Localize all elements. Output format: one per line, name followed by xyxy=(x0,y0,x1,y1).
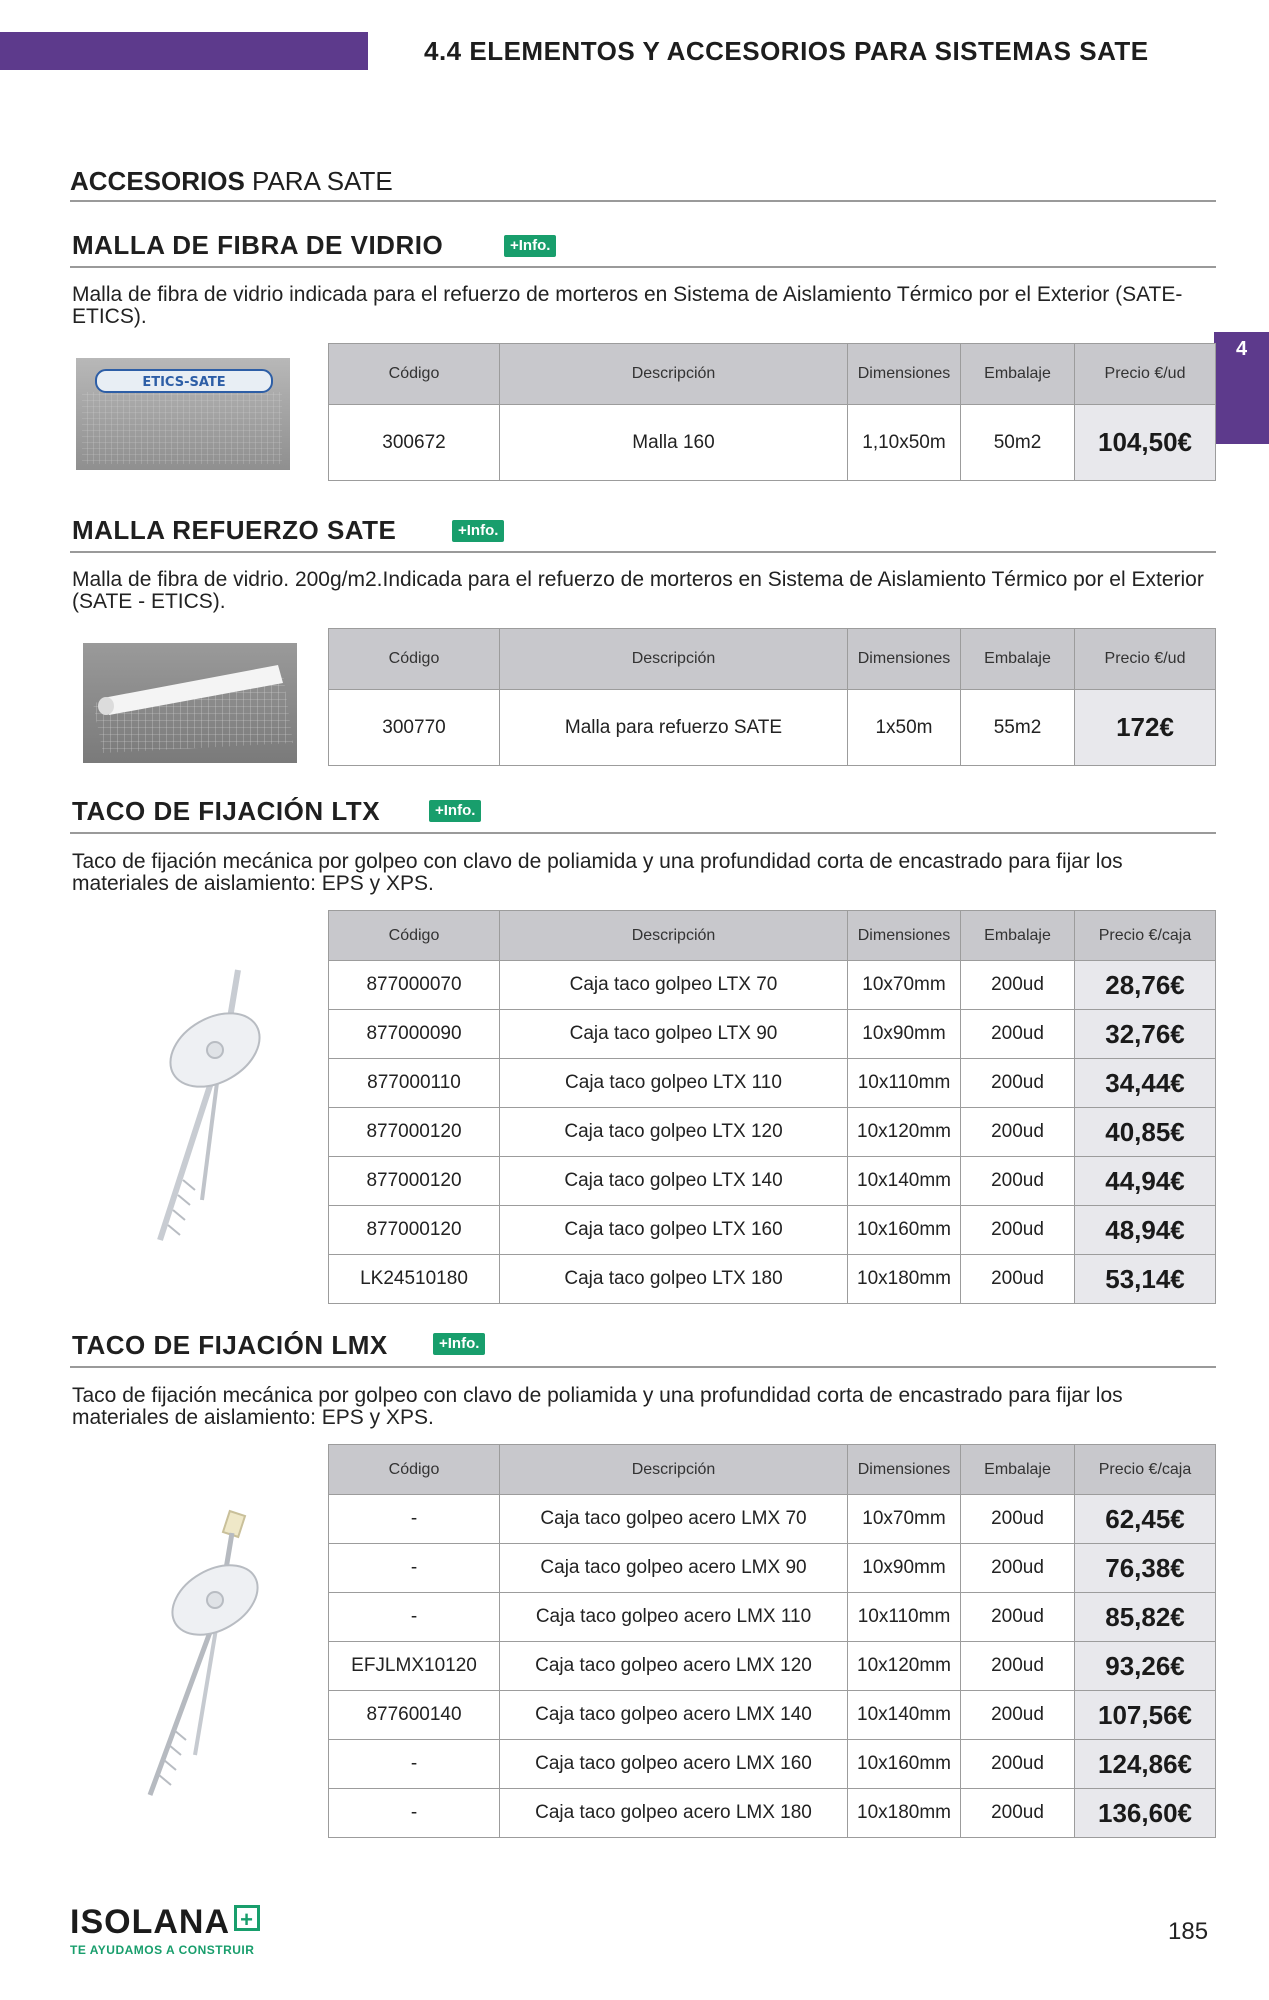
cell-embalaje: 200ud xyxy=(961,1544,1075,1593)
col-header-embalaje: Embalaje xyxy=(961,1445,1075,1495)
product-table xyxy=(328,628,1216,766)
cell-descripcion: Caja taco golpeo LTX 180 xyxy=(500,1255,848,1304)
section-description: Malla de fibra de vidrio indicada para el refuerzo de morteros en Sistema de Aislamiento Térmico por el Exterior (SATE-ETICS). xyxy=(72,283,1183,328)
divider xyxy=(70,266,1216,268)
col-header-embalaje: Embalaje xyxy=(961,629,1075,690)
info-button[interactable]: +Info. xyxy=(452,520,504,542)
cell-dimensiones: 10x120mm xyxy=(848,1642,961,1691)
table-row xyxy=(329,1691,1216,1740)
section-description: Taco de fijación mecánica por golpeo con clavo de poliamida y una profundidad corta de encastrado para fijar los materiales de aislamiento: EPS y XPS. xyxy=(72,1384,1123,1429)
cell-codigo: 877000070 xyxy=(329,961,500,1010)
cell-codigo: 877000120 xyxy=(329,1157,500,1206)
table-row xyxy=(329,1010,1216,1059)
cell-embalaje: 55m2 xyxy=(961,690,1075,766)
cell-codigo: 877000120 xyxy=(329,1108,500,1157)
section-description: Malla de fibra de vidrio. 200g/m2.Indicada para el refuerzo de morteros en Sistema de Aislamiento Térmico por el Exterior (SATE - ETICS). xyxy=(72,568,1204,613)
col-header-precio: Precio €/caja xyxy=(1075,1445,1216,1495)
product-table xyxy=(328,1444,1216,1838)
col-header-codigo: Código xyxy=(329,911,500,961)
cell-precio: 48,94€ xyxy=(1075,1206,1216,1255)
table-row xyxy=(329,1740,1216,1789)
header-accent-bar xyxy=(0,32,368,70)
cell-precio: 28,76€ xyxy=(1075,961,1216,1010)
table-row xyxy=(329,690,1216,766)
cell-precio: 62,45€ xyxy=(1075,1495,1216,1544)
info-button[interactable]: +Info. xyxy=(504,235,556,257)
table-row xyxy=(329,1544,1216,1593)
cell-embalaje: 200ud xyxy=(961,1157,1075,1206)
roll-label: ETICS-SATE xyxy=(142,375,226,390)
cell-descripcion: Caja taco golpeo acero LMX 180 xyxy=(500,1789,848,1838)
cell-embalaje: 200ud xyxy=(961,1593,1075,1642)
table-row xyxy=(329,1495,1216,1544)
col-header-codigo: Código xyxy=(329,1445,500,1495)
divider xyxy=(70,551,1216,553)
col-header-embalaje: Embalaje xyxy=(961,911,1075,961)
cell-embalaje: 200ud xyxy=(961,1789,1075,1838)
cell-dimensiones: 10x180mm xyxy=(848,1789,961,1838)
col-header-descripcion: Descripción xyxy=(500,344,848,405)
col-header-dimensiones: Dimensiones xyxy=(848,629,961,690)
product-image-taco-lmx xyxy=(100,1505,290,1805)
cell-descripcion: Malla 160 xyxy=(500,405,848,481)
accesorios-title-rest: PARA SATE xyxy=(244,166,393,196)
cell-embalaje: 200ud xyxy=(961,1059,1075,1108)
cell-codigo: 300672 xyxy=(329,405,500,481)
cell-descripcion: Caja taco golpeo LTX 70 xyxy=(500,961,848,1010)
section-title: TACO DE FIJACIÓN LMX xyxy=(72,1330,388,1360)
cell-precio: 104,50€ xyxy=(1075,405,1216,481)
section-description: Taco de fijación mecánica por golpeo con clavo de poliamida y una profundidad corta de encastrado para fijar los materiales de aislamiento: EPS y XPS. xyxy=(72,850,1123,895)
table-row xyxy=(329,1108,1216,1157)
page-number: 185 xyxy=(1168,1918,1209,1945)
product-table xyxy=(328,343,1216,481)
info-button[interactable]: +Info. xyxy=(429,800,481,822)
cell-embalaje: 200ud xyxy=(961,1255,1075,1304)
cell-codigo: - xyxy=(329,1740,500,1789)
product-image-malla-refuerzo xyxy=(83,643,297,763)
cell-embalaje: 200ud xyxy=(961,1642,1075,1691)
cell-descripcion: Caja taco golpeo acero LMX 140 xyxy=(500,1691,848,1740)
table-row xyxy=(329,1206,1216,1255)
cell-precio: 93,26€ xyxy=(1075,1642,1216,1691)
col-header-codigo: Código xyxy=(329,629,500,690)
cell-embalaje: 200ud xyxy=(961,1108,1075,1157)
cell-codigo: 300770 xyxy=(329,690,500,766)
cell-embalaje: 200ud xyxy=(961,1010,1075,1059)
cell-precio: 124,86€ xyxy=(1075,1740,1216,1789)
col-header-dimensiones: Dimensiones xyxy=(848,1445,961,1495)
product-image-taco-ltx xyxy=(100,960,290,1250)
col-header-embalaje: Embalaje xyxy=(961,344,1075,405)
cell-dimensiones: 10x110mm xyxy=(848,1593,961,1642)
cell-descripcion: Caja taco golpeo LTX 110 xyxy=(500,1059,848,1108)
cell-dimensiones: 10x90mm xyxy=(848,1544,961,1593)
section-title: TACO DE FIJACIÓN LTX xyxy=(72,796,381,826)
table-row xyxy=(329,1059,1216,1108)
cell-codigo: 877600140 xyxy=(329,1691,500,1740)
cell-descripcion: Caja taco golpeo acero LMX 120 xyxy=(500,1642,848,1691)
cell-descripcion: Caja taco golpeo acero LMX 90 xyxy=(500,1544,848,1593)
cell-embalaje: 200ud xyxy=(961,1206,1075,1255)
cell-precio: 40,85€ xyxy=(1075,1108,1216,1157)
table-row xyxy=(329,1789,1216,1838)
table-row xyxy=(329,1642,1216,1691)
cell-descripcion: Caja taco golpeo acero LMX 110 xyxy=(500,1593,848,1642)
table-row xyxy=(329,1255,1216,1304)
divider xyxy=(70,200,1216,202)
logo-text: ISOLANA xyxy=(70,1903,230,1941)
cell-dimensiones: 10x140mm xyxy=(848,1157,961,1206)
col-header-descripcion: Descripción xyxy=(500,1445,848,1495)
product-image-malla-fibra xyxy=(76,358,290,470)
table-row xyxy=(329,1593,1216,1642)
section-title: MALLA DE FIBRA DE VIDRIO xyxy=(72,230,444,260)
cell-codigo: - xyxy=(329,1593,500,1642)
table-row xyxy=(329,961,1216,1010)
cell-dimensiones: 10x70mm xyxy=(848,1495,961,1544)
cell-embalaje: 50m2 xyxy=(961,405,1075,481)
cell-codigo: 877000110 xyxy=(329,1059,500,1108)
cell-dimensiones: 10x180mm xyxy=(848,1255,961,1304)
cell-dimensiones: 10x70mm xyxy=(848,961,961,1010)
chapter-tab: 4 xyxy=(1214,332,1269,444)
cell-descripcion: Caja taco golpeo LTX 160 xyxy=(500,1206,848,1255)
cell-precio: 76,38€ xyxy=(1075,1544,1216,1593)
cell-dimensiones: 10x120mm xyxy=(848,1108,961,1157)
cell-dimensiones: 1x50m xyxy=(848,690,961,766)
cell-descripcion: Caja taco golpeo acero LMX 160 xyxy=(500,1740,848,1789)
cell-dimensiones: 10x90mm xyxy=(848,1010,961,1059)
cell-precio: 136,60€ xyxy=(1075,1789,1216,1838)
cell-embalaje: 200ud xyxy=(961,1495,1075,1544)
cell-precio: 32,76€ xyxy=(1075,1010,1216,1059)
cell-embalaje: 200ud xyxy=(961,1740,1075,1789)
divider xyxy=(70,832,1216,834)
col-header-precio: Precio €/caja xyxy=(1075,911,1216,961)
cell-precio: 34,44€ xyxy=(1075,1059,1216,1108)
col-header-precio: Precio €/ud xyxy=(1075,629,1216,690)
page-header-title: 4.4 ELEMENTOS Y ACCESORIOS PARA SISTEMAS SATE xyxy=(424,36,1149,66)
logo-plus-icon: + xyxy=(234,1905,260,1931)
cell-codigo: - xyxy=(329,1495,500,1544)
accesorios-title xyxy=(70,166,393,197)
table-row xyxy=(329,405,1216,481)
cell-embalaje: 200ud xyxy=(961,1691,1075,1740)
cell-precio: 107,56€ xyxy=(1075,1691,1216,1740)
cell-codigo: - xyxy=(329,1544,500,1593)
isolana-logo xyxy=(70,1905,260,1957)
col-header-dimensiones: Dimensiones xyxy=(848,911,961,961)
cell-dimensiones: 10x110mm xyxy=(848,1059,961,1108)
col-header-dimensiones: Dimensiones xyxy=(848,344,961,405)
cell-embalaje: 200ud xyxy=(961,961,1075,1010)
cell-descripcion: Caja taco golpeo LTX 120 xyxy=(500,1108,848,1157)
cell-descripcion: Caja taco golpeo LTX 90 xyxy=(500,1010,848,1059)
col-header-codigo: Código xyxy=(329,344,500,405)
info-button[interactable]: +Info. xyxy=(433,1333,485,1355)
cell-precio: 53,14€ xyxy=(1075,1255,1216,1304)
col-header-precio: Precio €/ud xyxy=(1075,344,1216,405)
section-title: MALLA REFUERZO SATE xyxy=(72,515,397,545)
col-header-descripcion: Descripción xyxy=(500,911,848,961)
logo-tagline: TE AYUDAMOS A CONSTRUIR xyxy=(70,1943,255,1957)
cell-precio: 172€ xyxy=(1075,690,1216,766)
cell-codigo: EFJLMX10120 xyxy=(329,1642,500,1691)
cell-dimensiones: 1,10x50m xyxy=(848,405,961,481)
cell-precio: 44,94€ xyxy=(1075,1157,1216,1206)
cell-codigo: 877000120 xyxy=(329,1206,500,1255)
cell-descripcion: Caja taco golpeo acero LMX 70 xyxy=(500,1495,848,1544)
cell-precio: 85,82€ xyxy=(1075,1593,1216,1642)
product-table xyxy=(328,910,1216,1304)
cell-codigo: LK24510180 xyxy=(329,1255,500,1304)
cell-dimensiones: 10x160mm xyxy=(848,1740,961,1789)
col-header-descripcion: Descripción xyxy=(500,629,848,690)
table-row xyxy=(329,1157,1216,1206)
cell-dimensiones: 10x140mm xyxy=(848,1691,961,1740)
divider xyxy=(70,1366,1216,1368)
cell-codigo: - xyxy=(329,1789,500,1838)
cell-descripcion: Malla para refuerzo SATE xyxy=(500,690,848,766)
cell-descripcion: Caja taco golpeo LTX 140 xyxy=(500,1157,848,1206)
cell-dimensiones: 10x160mm xyxy=(848,1206,961,1255)
accesorios-title-bold: ACCESORIOS xyxy=(70,166,245,196)
cell-codigo: 877000090 xyxy=(329,1010,500,1059)
